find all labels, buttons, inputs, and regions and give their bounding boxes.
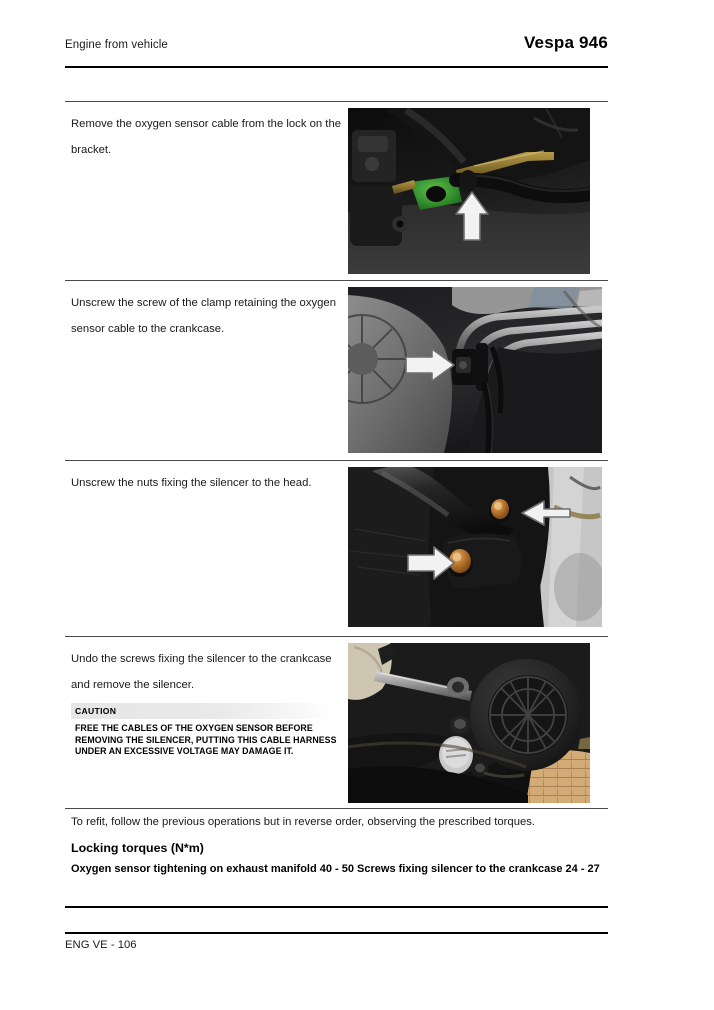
step-instruction-text: Unscrew the nuts fixing the silencer to the head. (71, 477, 312, 489)
photo-1-artwork (348, 108, 590, 274)
table-row (65, 101, 608, 280)
silencer-crankcase-screws-photo (348, 643, 590, 803)
upper-nut (489, 499, 511, 523)
footer-divider-bottom (65, 932, 608, 934)
header-divider (65, 66, 608, 68)
caution-body-text: FREE THE CABLES OF THE OXYGEN SENSOR BEFORE REMOVING THE SILENCER, PUTTING THIS CABLE HARNESS UNDER AN EXCESSIVE VOLTAGE MAY DAMAGE IT. (75, 723, 337, 757)
refit-instruction-text: To refit, follow the previous operations but in reverse order, observing the prescribed torques. (71, 816, 536, 828)
photo-2-artwork (348, 287, 602, 453)
step-instruction-text: Undo the screws fixing the silencer to the crankcase and remove the silencer. (71, 653, 332, 691)
silencer-head-nuts-photo (348, 467, 602, 627)
step-instruction-text: Remove the oxygen sensor cable from the lock on the bracket. (71, 118, 342, 156)
clamp-screw-crankcase-photo (348, 287, 602, 453)
step-instruction-text: Unscrew the screw of the clamp retaining the oxygen sensor cable to the crankcase. (71, 297, 336, 335)
photo-4-artwork (348, 643, 590, 803)
table-row (65, 460, 608, 636)
locking-torques-values: Oxygen sensor tightening on exhaust manifold 40 - 50 Screws fixing silencer to the crankcase 24 - 27 (71, 863, 600, 875)
footer-page-code: ENG VE - 106 (65, 939, 137, 951)
oxygen-sensor-cable-lock-photo (348, 108, 590, 274)
header-section-title: Engine from vehicle (65, 39, 168, 51)
procedure-step-table (65, 101, 608, 809)
caution-box (71, 703, 337, 758)
header-model-title: Vespa 946 (523, 33, 608, 52)
locking-torques-heading: Locking torques (N*m) (71, 841, 204, 855)
table-row (65, 280, 608, 460)
caution-title: CAUTION (71, 703, 337, 719)
footer-divider-top (65, 906, 608, 908)
page-header (65, 33, 608, 57)
photo-3-artwork (348, 467, 602, 627)
table-row (65, 636, 608, 809)
